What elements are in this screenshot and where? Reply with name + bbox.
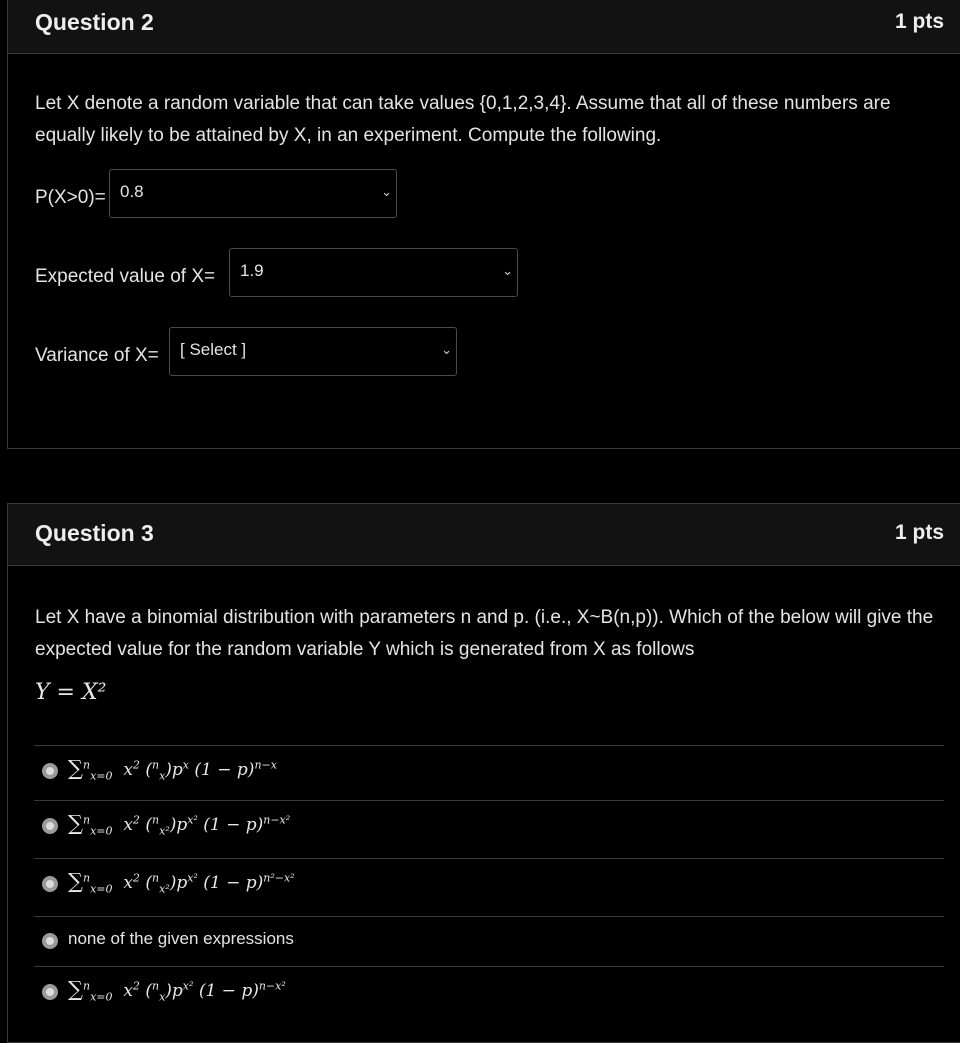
- answer-option-1[interactable]: [34, 745, 944, 801]
- answer-option-5[interactable]: [34, 966, 944, 1026]
- field-label-p-x-gt-0: P(X>0)=: [35, 187, 106, 208]
- option-expression: ∑$^n_{x=0}$ $x^2$ $(^n_x)p^x$ $(1 - p)^{n-x}$: [68, 756, 277, 783]
- question-title: Question 3: [35, 520, 154, 546]
- option-expression: ∑$^n_{x=0}$ $x^2$ $(^n_x)p^{x^2}$ $(1 - p)^{n-x^2}$: [68, 977, 286, 1004]
- y-equals-x-squared-formula: Y = X²: [35, 680, 107, 705]
- chevron-down-icon: ⌄: [502, 263, 513, 278]
- select-value: 1.9: [240, 261, 264, 280]
- question-3-card: [7, 503, 960, 1043]
- radio-button[interactable]: [42, 933, 58, 949]
- field-label-expected-value: Expected value of X=: [35, 266, 216, 287]
- expected-value-select[interactable]: [229, 248, 518, 297]
- select-value: 0.8: [120, 182, 144, 201]
- chevron-down-icon: ⌄: [381, 184, 392, 199]
- question-3-header: [8, 504, 960, 566]
- option-expression: ∑$^n_{x=0}$ $x^2$ $(^n_{x^2})p^{x^2}$ $(1 - p)^{n-x^2}$: [68, 811, 291, 838]
- variance-select[interactable]: [169, 327, 457, 376]
- radio-button[interactable]: [42, 763, 58, 779]
- question-prompt: Let X denote a random variable that can take values {0,1,2,3,4}. Assume that all of these numbers are equally likely to be attained by X, in an experiment. Compute the following.: [35, 93, 891, 146]
- select-value: [ Select ]: [180, 340, 247, 359]
- question-points: 1 pts: [894, 10, 944, 33]
- p-x-gt-0-select[interactable]: [109, 169, 397, 218]
- field-label-variance: Variance of X=: [35, 345, 159, 366]
- question-title: Question 2: [35, 9, 154, 35]
- question-prompt: Let X have a binomial distribution with parameters n and p. (i.e., X~B(n,p)). Which of the below will give the expected value for the random variable Y which is generated from X as follows: [35, 607, 934, 660]
- radio-button[interactable]: [42, 876, 58, 892]
- radio-button[interactable]: [42, 984, 58, 1000]
- radio-button[interactable]: [42, 818, 58, 834]
- question-points: 1 pts: [894, 521, 944, 544]
- answer-option-2[interactable]: [34, 800, 944, 858]
- answer-option-3[interactable]: [34, 858, 944, 916]
- option-label: none of the given expressions: [68, 929, 294, 948]
- question-2-card: [7, 0, 960, 449]
- answer-option-4[interactable]: [34, 916, 944, 966]
- question-2-header: [8, 0, 960, 54]
- option-expression: ∑$^n_{x=0}$ $x^2$ $(^n_{x^2})p^{x^2}$ $(1 - p)^{n^2-x^2}$: [68, 869, 295, 896]
- chevron-down-icon: ⌄: [441, 342, 452, 357]
